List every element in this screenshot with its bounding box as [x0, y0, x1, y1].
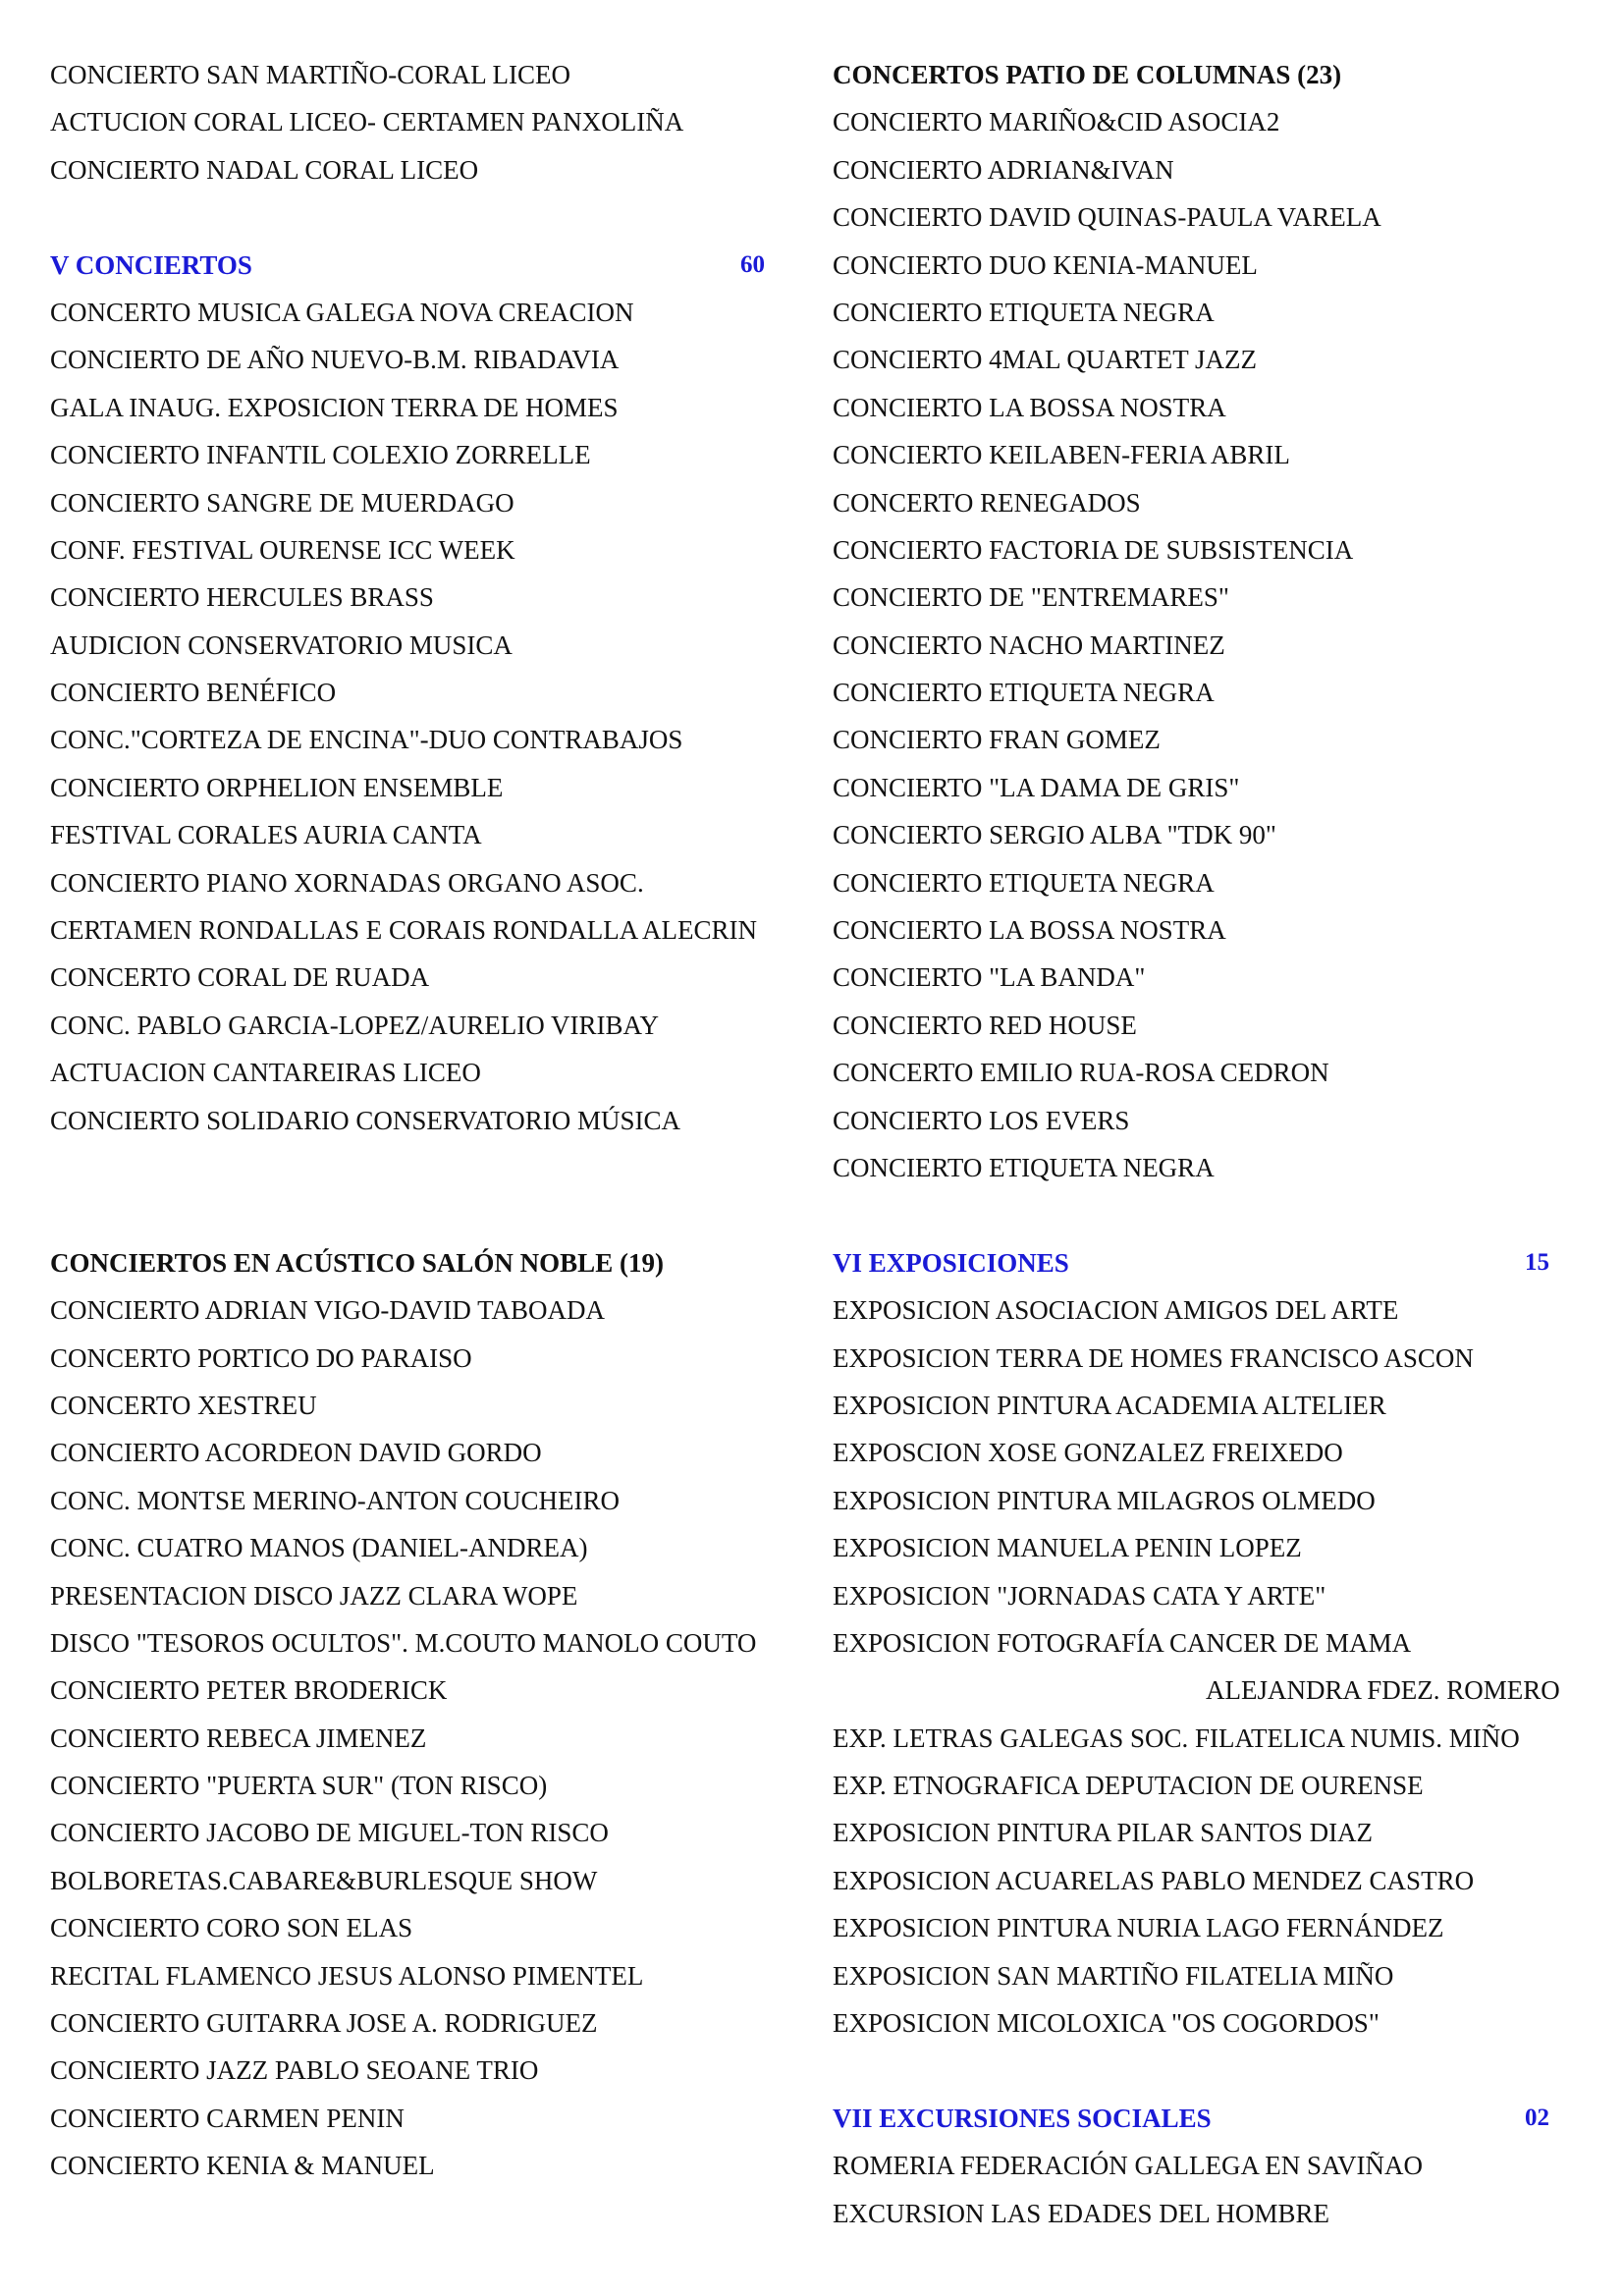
list-item — [50, 859, 811, 906]
item-label: EXP. LETRAS GALEGAS SOC. FILATELICA NUMIS. MIÑO — [833, 1722, 1520, 1753]
item-label: EXPOSICION FOTOGRAFÍA CANCER DE MAMA — [833, 1627, 1412, 1658]
list-item — [833, 146, 1603, 193]
list-item — [833, 1524, 1603, 1571]
list-item — [833, 716, 1603, 763]
item-label: AUDICION CONSERVATORIO MUSICA — [50, 629, 513, 660]
subsection-heading — [833, 51, 1603, 98]
item-label: CONCIERTO "PUERTA SUR" (TON RISCO) — [50, 1771, 548, 1801]
item-label: EXCURSION LAS EDADES DEL HOMBRE — [833, 2198, 1330, 2228]
list-item — [50, 479, 811, 526]
list-item — [833, 1382, 1603, 1429]
list-item — [833, 1572, 1603, 1619]
item-label: CONCIERTO SANGRE DE MUERDAGO — [50, 487, 514, 518]
list-item — [833, 1762, 1603, 1809]
list-item — [50, 526, 811, 574]
item-label: CONCIERTO JACOBO DE MIGUEL-TON RISCO — [50, 1818, 609, 1848]
item-label: CONCIERTO JAZZ PABLO SEOANE TRIO — [50, 2055, 539, 2086]
subsection-heading — [50, 1239, 811, 1286]
list-item — [50, 1667, 811, 1714]
item-label: CONCIERTO GUITARRA JOSE A. RODRIGUEZ — [50, 2008, 598, 2039]
item-label: CONC. CUATRO MANOS (DANIEL-ANDREA) — [50, 1533, 588, 1563]
list-item — [50, 1762, 811, 1809]
item-label: PRESENTACION DISCO JAZZ CLARA WOPE — [50, 1580, 578, 1611]
item-label: DISCO "TESOROS OCULTOS". M.COUTO MANOLO COUTO — [50, 1627, 757, 1658]
item-label: EXPOSICION "JORNADAS CATA Y ARTE" — [833, 1580, 1326, 1611]
item-label: CONCERTO MUSICA GALEGA NOVA CREACION — [50, 297, 634, 327]
item-label: CONCIERTO FRAN GOMEZ — [833, 725, 1161, 755]
left-column — [50, 51, 811, 2190]
list-item — [50, 1002, 811, 1049]
list-item — [833, 811, 1603, 858]
list-item — [833, 2142, 1603, 2189]
item-label: CONCERTO PORTICO DO PARAISO — [50, 1342, 472, 1373]
item-label: CONCIERTO RED HOUSE — [833, 1010, 1137, 1040]
item-label: CONCIERTO LA BOSSA NOSTRA — [833, 392, 1226, 422]
item-label: CONCIERTO SAN MARTIÑO-CORAL LICEO — [50, 60, 571, 89]
list-item — [50, 98, 811, 145]
item-label: EXPOSICION ACUARELAS PABLO MENDEZ CASTRO — [833, 1865, 1475, 1895]
list-item — [833, 574, 1603, 621]
list-item — [833, 954, 1603, 1001]
list-item — [833, 1097, 1603, 1144]
list-item — [833, 384, 1603, 431]
list-item — [833, 289, 1603, 336]
item-label: CONCIERTO INFANTIL COLEXIO ZORRELLE — [50, 440, 591, 470]
section-heading — [833, 1239, 1603, 1286]
item-label: CONCIERTO ACORDEON DAVID GORDO — [50, 1438, 542, 1468]
list-item — [50, 622, 811, 669]
list-item — [50, 1382, 811, 1429]
list-item — [50, 384, 811, 431]
item-label: CONCIERTO "LA BANDA" — [833, 962, 1146, 993]
item-label: CONCIERTO SOLIDARIO CONSERVATORIO MÚSICA — [50, 1105, 681, 1135]
list-item — [50, 954, 811, 1001]
list-item — [50, 1904, 811, 1951]
list-item — [833, 242, 1603, 289]
item-label: CONCIERTO KENIA & MANUEL — [50, 2151, 435, 2181]
item-label: CONCIERTO BENÉFICO — [50, 678, 337, 708]
item-label: FESTIVAL CORALES AURIA CANTA — [50, 820, 482, 850]
list-item — [50, 1477, 811, 1524]
item-label: EXPOSICION PINTURA ACADEMIA ALTELIER — [833, 1390, 1386, 1420]
list-item — [833, 1904, 1603, 1951]
item-label: CONCIERTO ORPHELION ENSEMBLE — [50, 772, 504, 802]
item-label: CONCIERTO ETIQUETA NEGRA — [833, 678, 1215, 708]
list-item — [833, 1286, 1603, 1334]
list-item — [833, 764, 1603, 811]
list-item — [50, 1809, 811, 1856]
list-item — [833, 193, 1603, 241]
item-label: VI EXPOSICIONES — [833, 1247, 1069, 1278]
item-label: CONCERTO EMILIO RUA-ROSA CEDRON — [833, 1058, 1329, 1088]
list-item — [833, 1144, 1603, 1191]
list-item — [50, 574, 811, 621]
item-label: CONCERTO RENEGADOS — [833, 487, 1141, 518]
list-item — [50, 811, 811, 858]
list-item — [50, 1335, 811, 1382]
item-label: ROMERIA FEDERACIÓN GALLEGA EN SAVIÑAO — [833, 2151, 1424, 2181]
item-label: EXPOSICION PINTURA PILAR SANTOS DIAZ — [833, 1818, 1374, 1848]
list-item — [50, 906, 811, 954]
item-label: CONCIERTO HERCULES BRASS — [50, 582, 434, 613]
list-item — [833, 1809, 1603, 1856]
item-label: EXPOSCION XOSE GONZALEZ FREIXEDO — [833, 1438, 1343, 1468]
section-heading — [833, 2095, 1603, 2142]
list-item — [50, 289, 811, 336]
item-label: CONCIERTOS EN ACÚSTICO SALÓN NOBLE (19) — [50, 1247, 664, 1278]
blank-line — [50, 1144, 811, 1191]
item-label: CONCIERTO DE AÑO NUEVO-B.M. RIBADAVIA — [50, 345, 620, 375]
list-item — [833, 98, 1603, 145]
item-label: GALA INAUG. EXPOSICION TERRA DE HOMES — [50, 392, 619, 422]
list-item — [50, 1049, 811, 1096]
item-label: CONC. MONTSE MERINO-ANTON COUCHEIRO — [50, 1485, 621, 1515]
entry-continuation — [833, 1667, 1603, 1714]
list-item — [50, 336, 811, 383]
list-item — [833, 1619, 1603, 1667]
list-item — [833, 336, 1603, 383]
list-item — [50, 764, 811, 811]
list-item — [833, 1857, 1603, 1904]
list-item — [50, 1572, 811, 1619]
list-item — [50, 1952, 811, 1999]
item-label: CONCIERTO LOS EVERS — [833, 1105, 1130, 1135]
list-item — [833, 1429, 1603, 1476]
item-label: CONCIERTO PETER BRODERICK — [50, 1675, 448, 1706]
item-label: CONCIERTO ADRIAN&IVAN — [833, 154, 1174, 185]
list-item — [50, 1715, 811, 1762]
list-item — [50, 1619, 811, 1667]
list-item — [50, 51, 811, 98]
list-item — [833, 526, 1603, 574]
item-label: EXP. ETNOGRAFICA DEPUTACION DE OURENSE — [833, 1771, 1424, 1801]
blank-line — [50, 193, 811, 241]
list-item — [833, 1999, 1603, 2047]
item-label: EXPOSICION TERRA DE HOMES FRANCISCO ASCON — [833, 1342, 1474, 1373]
item-label: CONCIERTO ETIQUETA NEGRA — [833, 1152, 1215, 1182]
list-item — [50, 1097, 811, 1144]
list-item — [50, 2142, 811, 2189]
section-count: 15 — [1525, 1248, 1549, 1276]
item-label: CONCIERTO REBECA JIMENEZ — [50, 1722, 427, 1753]
item-label: CONC."CORTEZA DE ENCINA"-DUO CONTRABAJOS — [50, 725, 683, 755]
list-item — [833, 1049, 1603, 1096]
item-label: RECITAL FLAMENCO JESUS ALONSO PIMENTEL — [50, 1960, 644, 1991]
item-label: CONCIERTO CORO SON ELAS — [50, 1913, 413, 1943]
item-label: V CONCIERTOS — [50, 249, 252, 280]
list-item — [833, 1715, 1603, 1762]
item-label: CONCIERTO DE "ENTREMARES" — [833, 582, 1229, 613]
list-item — [833, 1952, 1603, 1999]
item-label: CONCIERTO SERGIO ALBA "TDK 90" — [833, 820, 1276, 850]
list-item — [50, 669, 811, 716]
list-item — [50, 431, 811, 478]
list-item — [833, 1002, 1603, 1049]
item-label: CONCERTOS PATIO DE COLUMNAS (23) — [833, 60, 1342, 89]
item-label: EXPOSICION PINTURA MILAGROS OLMEDO — [833, 1485, 1376, 1515]
item-label: CONF. FESTIVAL OURENSE ICC WEEK — [50, 534, 515, 565]
item-label: CONCIERTO DAVID QUINAS-PAULA VARELA — [833, 202, 1381, 233]
item-label: BOLBORETAS.CABARE&BURLESQUE SHOW — [50, 1865, 598, 1895]
item-label: EXPOSICION MANUELA PENIN LOPEZ — [833, 1533, 1302, 1563]
list-item — [50, 1857, 811, 1904]
item-label: CONCIERTO DUO KENIA-MANUEL — [833, 249, 1258, 280]
section-count: 02 — [1525, 2104, 1549, 2131]
item-label: CONCIERTO NACHO MARTINEZ — [833, 629, 1225, 660]
list-item — [50, 1524, 811, 1571]
list-item — [50, 1429, 811, 1476]
item-label: CONCIERTO NADAL CORAL LICEO — [50, 154, 479, 185]
item-label: ALEJANDRA FDEZ. ROMERO — [1206, 1675, 1560, 1706]
item-label: ACTUACION CANTAREIRAS LICEO — [50, 1058, 481, 1088]
item-label: CONCIERTO CARMEN PENIN — [50, 2103, 405, 2133]
item-label: CONCERTO XESTREU — [50, 1390, 317, 1420]
item-label: CONCIERTO "LA DAMA DE GRIS" — [833, 772, 1240, 802]
list-item — [833, 859, 1603, 906]
list-item — [833, 1477, 1603, 1524]
item-label: CONCIERTO FACTORIA DE SUBSISTENCIA — [833, 534, 1354, 565]
list-item — [50, 1999, 811, 2047]
list-item — [833, 622, 1603, 669]
list-item — [50, 716, 811, 763]
item-label: CERTAMEN RONDALLAS E CORAIS RONDALLA ALECRIN — [50, 915, 757, 946]
list-item — [50, 146, 811, 193]
list-item — [50, 1286, 811, 1334]
item-label: CONCIERTO 4MAL QUARTET JAZZ — [833, 345, 1257, 375]
item-label: CONCIERTO ETIQUETA NEGRA — [833, 867, 1215, 898]
item-label: CONCIERTO PIANO XORNADAS ORGANO ASOC. — [50, 867, 644, 898]
section-count: 60 — [740, 250, 765, 278]
item-label: EXPOSICION SAN MARTIÑO FILATELIA MIÑO — [833, 1960, 1394, 1991]
item-label: CONCIERTO LA BOSSA NOSTRA — [833, 915, 1226, 946]
item-label: CONCIERTO ETIQUETA NEGRA — [833, 297, 1215, 327]
item-label: EXPOSICION MICOLOXICA "OS COGORDOS" — [833, 2008, 1380, 2039]
item-label: EXPOSICION ASOCIACION AMIGOS DEL ARTE — [833, 1295, 1399, 1326]
list-item — [833, 479, 1603, 526]
item-label: VII EXCURSIONES SOCIALES — [833, 2103, 1212, 2133]
list-item — [833, 431, 1603, 478]
item-label: CONCERTO CORAL DE RUADA — [50, 962, 430, 993]
blank-line — [833, 2047, 1603, 2094]
section-heading — [50, 242, 811, 289]
blank-line — [833, 1191, 1603, 1238]
list-item — [833, 2190, 1603, 2237]
right-column — [833, 51, 1603, 2237]
list-item — [833, 1335, 1603, 1382]
item-label: EXPOSICION PINTURA NURIA LAGO FERNÁNDEZ — [833, 1913, 1444, 1943]
blank-line — [50, 1191, 811, 1238]
item-label: CONCIERTO KEILABEN-FERIA ABRIL — [833, 440, 1290, 470]
list-item — [833, 906, 1603, 954]
item-label: CONCIERTO ADRIAN VIGO-DAVID TABOADA — [50, 1295, 605, 1326]
item-label: CONC. PABLO GARCIA-LOPEZ/AURELIO VIRIBAY — [50, 1010, 660, 1040]
list-item — [50, 2095, 811, 2142]
list-item — [833, 669, 1603, 716]
item-label: ACTUCION CORAL LICEO- CERTAMEN PANXOLIÑA — [50, 107, 684, 137]
list-item — [50, 2047, 811, 2094]
item-label: CONCIERTO MARIÑO&CID ASOCIA2 — [833, 107, 1280, 137]
